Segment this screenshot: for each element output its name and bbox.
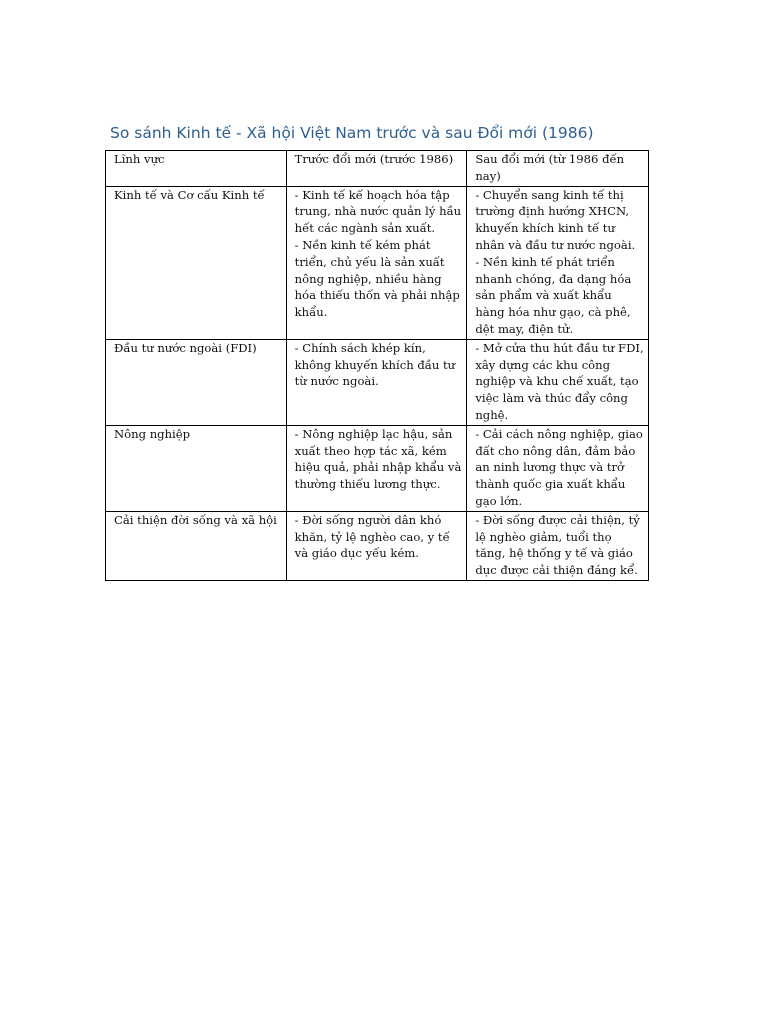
cell-before [286,339,467,425]
cell-line: - Đời sống người dân khó khăn, tỷ lệ nghèo cao, y tế và giáo dục yếu kém. [294,512,450,561]
cell-after [467,511,649,580]
cell-after [467,186,649,339]
cell-line: - Mở cửa thu hút đầu tư FDI, xây dựng các khu công nghiệp và khu chế xuất, tạo việc làm và thúc đẩy công nghệ. [475,340,644,422]
cell-line: - Chuyển sang kinh tế thị trường định hướng XHCN, khuyến khích kinh tế tư nhân và đầu tư nước ngoài. [475,187,636,252]
cell-before [286,511,467,580]
table-row [106,511,649,580]
cell-after [467,339,649,425]
table-row [106,425,649,511]
cell-line: - Nền kinh tế phát triển nhanh chóng, đa dạng hóa sản phẩm và xuất khẩu hàng hóa như gạo, cà phê, dệt may, điện tử. [475,254,632,336]
cell-line: - Nông nghiệp lạc hậu, sản xuất theo hợp tác xã, kém hiệu quả, phải nhập khẩu và thường thiếu lương thực. [294,426,462,492]
page-title: So sánh Kinh tế - Xã hội Việt Nam trước và sau Đổi mới (1986) [110,124,594,142]
table-header-row [106,151,649,187]
header-cell-before: Trước đổi mới (trước 1986) [286,151,467,187]
cell-field: Nông nghiệp [106,425,287,511]
table-row [106,339,649,425]
cell-field: Kinh tế và Cơ cấu Kinh tế [106,186,287,339]
cell-line: - Chính sách khép kín, không khuyến khích đầu tư từ nước ngoài. [294,340,456,389]
comparison-table [105,150,649,581]
cell-before [286,425,467,511]
header-cell-after: Sau đổi mới (từ 1986 đến nay) [467,151,649,187]
cell-line: - Cải cách nông nghiệp, giao đất cho nông dân, đảm bảo an ninh lương thực và trở thành quốc gia xuất khẩu gạo lớn. [475,426,643,508]
cell-line: - Nền kinh tế kém phát triển, chủ yếu là sản xuất nông nghiệp, nhiều hàng hóa thiếu thốn và phải nhập khẩu. [294,237,460,320]
cell-field: Cải thiện đời sống và xã hội [106,511,287,580]
cell-line: - Đời sống được cải thiện, tỷ lệ nghèo giảm, tuổi thọ tăng, hệ thống y tế và giáo dục được cải thiện đáng kể. [475,512,640,578]
table-row [106,186,649,339]
cell-field: Đầu tư nước ngoài (FDI) [106,339,287,425]
cell-after [467,425,649,511]
header-cell-field: Lĩnh vực [106,151,287,187]
cell-line: - Kinh tế kế hoạch hóa tập trung, nhà nước quản lý hầu hết các ngành sản xuất. [294,187,462,236]
cell-before [286,186,467,339]
